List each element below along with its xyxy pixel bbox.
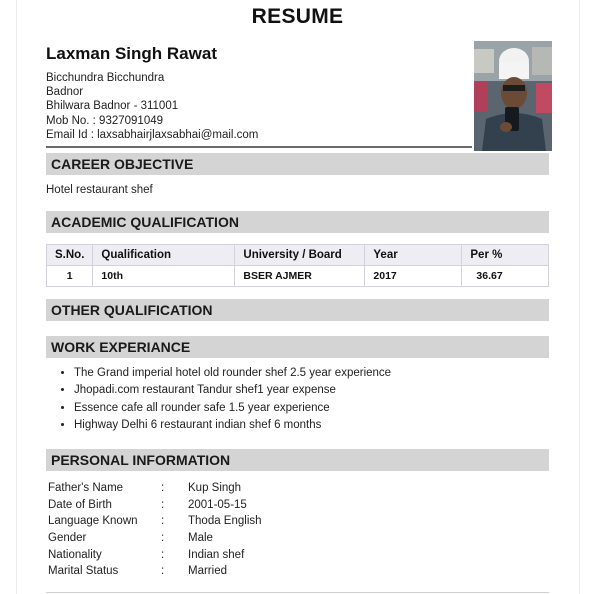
section-other-qualification: OTHER QUALIFICATION <box>46 299 549 321</box>
list-item: • Essence cafe all rounder safe 1.5 year experience <box>74 400 391 417</box>
separator-colon: : <box>161 532 165 545</box>
personal-row-nationality <box>48 546 262 563</box>
personal-row-gender <box>48 530 262 547</box>
value-language-known: Thoda English <box>188 515 262 528</box>
section-work-experience: WORK EXPERIANCE <box>46 336 549 358</box>
contact-block <box>46 71 258 142</box>
address-line-3: Bhilwara Badnor - 311001 <box>46 100 179 113</box>
personal-info-list <box>48 480 262 580</box>
section-career-objective: CAREER OBJECTIVE <box>46 153 549 175</box>
work-experience-list <box>46 365 391 434</box>
list-item: • Highway Delhi 6 restaurant indian shef 6 months <box>74 417 391 434</box>
separator-colon: : <box>161 565 165 578</box>
personal-row-language <box>48 513 262 530</box>
label-father-name: Father's Name <box>48 482 124 495</box>
cell-university: BSER AJMER <box>235 266 365 287</box>
value-father-name: Kup Singh <box>188 482 242 495</box>
value-date-of-birth: 2001-05-15 <box>188 498 247 511</box>
cell-qualification: 10th <box>93 266 235 287</box>
value-gender: Male <box>188 532 213 545</box>
list-item: • The Grand imperial hotel old rounder shef 2.5 year experience <box>74 365 391 382</box>
table-row <box>47 266 549 287</box>
separator-colon: : <box>161 548 165 561</box>
academic-table <box>46 244 549 287</box>
col-header-percent: Per % <box>462 245 549 266</box>
label-date-of-birth: Date of Birth <box>48 498 112 511</box>
label-gender: Gender <box>48 532 87 545</box>
col-header-year: Year <box>365 245 462 266</box>
section-academic-qualification: ACADEMIC QUALIFICATION <box>46 211 549 233</box>
personal-row-father <box>48 480 262 497</box>
col-header-university: University / Board <box>235 245 365 266</box>
career-objective-text: Hotel restaurant shef <box>46 184 153 196</box>
cell-year: 2017 <box>365 266 462 287</box>
separator-colon: : <box>161 482 165 495</box>
address-line-2: Badnor <box>46 86 84 99</box>
table-header-row <box>47 245 549 266</box>
value-marital-status: Married <box>188 565 227 578</box>
label-marital-status: Marital Status <box>48 565 119 578</box>
label-language-known: Language Known <box>48 515 138 528</box>
address-line-1: Bicchundra Bicchundra <box>46 72 165 84</box>
cell-percent: 36.67 <box>462 266 549 287</box>
personal-row-dob <box>48 497 262 514</box>
profile-photo-image <box>474 41 552 151</box>
mobile-number: Mob No. : 9327091049 <box>46 114 164 127</box>
footer-divider <box>46 592 549 593</box>
page-title: RESUME <box>251 5 344 28</box>
section-personal-information: PERSONAL INFORMATION <box>46 449 549 471</box>
label-nationality: Nationality <box>48 548 102 561</box>
list-item: • Jhopadi.com restaurant Tandur shef1 year expense <box>74 382 391 399</box>
email-address: Email Id : laxsabhairjlaxsabhai@mail.com <box>46 128 259 141</box>
cell-sno: 1 <box>47 266 93 287</box>
personal-row-marital-status <box>48 563 262 580</box>
col-header-sno: S.No. <box>47 245 93 266</box>
col-header-qualification: Qualification <box>93 245 235 266</box>
header-divider <box>46 146 472 148</box>
candidate-name: Laxman Singh Rawat <box>46 44 217 63</box>
separator-colon: : <box>161 498 165 511</box>
value-nationality: Indian shef <box>188 548 245 561</box>
separator-colon: : <box>161 515 165 528</box>
profile-photo <box>474 41 552 151</box>
